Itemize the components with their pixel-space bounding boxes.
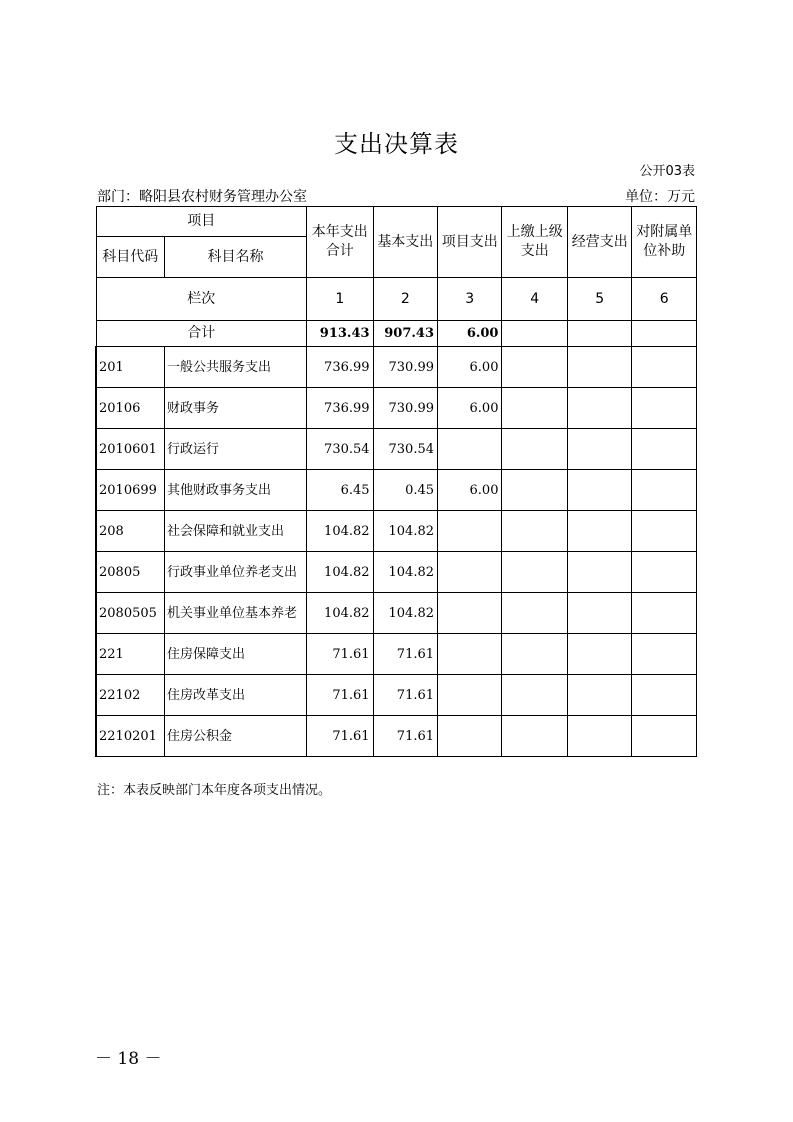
cell-total: 6.45 [307, 470, 373, 511]
cell-business [567, 552, 631, 593]
cell-upper [502, 511, 567, 552]
cell-code: 201 [96, 347, 165, 388]
cell-subsidy [632, 552, 697, 593]
cell-basic: 104.82 [373, 593, 437, 634]
header-row-1 [96, 207, 697, 237]
cell-code: 20805 [96, 552, 165, 593]
header-item: 项目 [96, 207, 307, 237]
table-row [96, 675, 697, 716]
cell-business [567, 593, 631, 634]
cell-name: 住房保障支出 [165, 634, 307, 675]
cell-total: 104.82 [307, 511, 373, 552]
expenditure-table [95, 206, 697, 757]
cell-subsidy [632, 716, 697, 757]
summary-upper [502, 321, 567, 347]
summary-subsidy [632, 321, 697, 347]
cell-name: 住房改革支出 [165, 675, 307, 716]
cell-project: 6.00 [438, 470, 502, 511]
header-business: 经营支出 [567, 207, 631, 278]
cell-total: 736.99 [307, 388, 373, 429]
cell-basic: 71.61 [373, 716, 437, 757]
cell-name: 机关事业单位基本养老 [165, 593, 307, 634]
cell-business [567, 470, 631, 511]
cell-project [438, 552, 502, 593]
form-code: 公开03表 [639, 164, 695, 179]
cell-project [438, 429, 502, 470]
table-row [96, 470, 697, 511]
table-row [96, 552, 697, 593]
unit-label: 单位：万元 [625, 189, 695, 205]
header-upper: 上缴上级支出 [502, 207, 567, 278]
department-label: 部门：略阳县农村财务管理办公室 [97, 189, 307, 205]
table-row [96, 716, 697, 757]
cell-subsidy [632, 593, 697, 634]
col-number: 6 [632, 278, 697, 321]
cell-business [567, 716, 631, 757]
cell-project: 6.00 [438, 388, 502, 429]
cell-basic: 104.82 [373, 511, 437, 552]
cell-basic: 730.54 [373, 429, 437, 470]
cell-subsidy [632, 675, 697, 716]
page-number: － 18 － [95, 1049, 162, 1069]
cell-subsidy [632, 634, 697, 675]
cell-code: 208 [96, 511, 165, 552]
cell-total: 730.54 [307, 429, 373, 470]
col-number: 3 [438, 278, 502, 321]
cell-total: 71.61 [307, 634, 373, 675]
table-row [96, 511, 697, 552]
cell-name: 行政运行 [165, 429, 307, 470]
cell-upper [502, 429, 567, 470]
table-row [96, 593, 697, 634]
cell-basic: 71.61 [373, 675, 437, 716]
cell-subsidy [632, 347, 697, 388]
summary-project: 6.00 [438, 321, 502, 347]
column-index-row [96, 278, 697, 321]
table-row [96, 388, 697, 429]
cell-project [438, 634, 502, 675]
cell-total: 71.61 [307, 716, 373, 757]
cell-upper [502, 470, 567, 511]
cell-code: 22102 [96, 675, 165, 716]
cell-basic: 730.99 [373, 388, 437, 429]
header-code: 科目代码 [96, 237, 165, 278]
cell-name: 社会保障和就业支出 [165, 511, 307, 552]
cell-upper [502, 552, 567, 593]
cell-subsidy [632, 511, 697, 552]
cell-subsidy [632, 388, 697, 429]
cell-business [567, 388, 631, 429]
cell-project [438, 593, 502, 634]
cell-code: 2010699 [96, 470, 165, 511]
cell-basic: 71.61 [373, 634, 437, 675]
cell-total: 71.61 [307, 675, 373, 716]
cell-name: 行政事业单位养老支出 [165, 552, 307, 593]
cell-business [567, 511, 631, 552]
header-name: 科目名称 [165, 237, 307, 278]
cell-name: 财政事务 [165, 388, 307, 429]
footnote: 注：本表反映部门本年度各项支出情况。 [97, 783, 332, 798]
cell-code: 2080505 [96, 593, 165, 634]
cell-project [438, 716, 502, 757]
cell-total: 736.99 [307, 347, 373, 388]
header-project: 项目支出 [438, 207, 502, 278]
cell-total: 104.82 [307, 552, 373, 593]
col-number: 5 [567, 278, 631, 321]
cell-upper [502, 675, 567, 716]
header-total: 本年支出合计 [307, 207, 373, 278]
cell-business [567, 347, 631, 388]
cell-business [567, 675, 631, 716]
cell-upper [502, 347, 567, 388]
cell-code: 2210201 [96, 716, 165, 757]
cell-upper [502, 388, 567, 429]
header-basic: 基本支出 [373, 207, 437, 278]
table-row [96, 429, 697, 470]
data-rows [96, 347, 697, 757]
cell-name: 一般公共服务支出 [165, 347, 307, 388]
cell-subsidy [632, 470, 697, 511]
table-row [96, 634, 697, 675]
col-number: 2 [373, 278, 437, 321]
cell-subsidy [632, 429, 697, 470]
header-subsidy: 对附属单位补助 [632, 207, 697, 278]
summary-row [96, 321, 697, 347]
cell-upper [502, 634, 567, 675]
cell-basic: 730.99 [373, 347, 437, 388]
cell-basic: 0.45 [373, 470, 437, 511]
cell-code: 20106 [96, 388, 165, 429]
cell-business [567, 429, 631, 470]
cell-name: 住房公积金 [165, 716, 307, 757]
summary-label: 合计 [96, 321, 307, 347]
cell-total: 104.82 [307, 593, 373, 634]
table-row [96, 347, 697, 388]
cell-code: 221 [96, 634, 165, 675]
column-index-label: 栏次 [96, 278, 307, 321]
col-number: 1 [307, 278, 373, 321]
cell-upper [502, 593, 567, 634]
summary-total: 913.43 [307, 321, 373, 347]
cell-business [567, 634, 631, 675]
cell-project [438, 511, 502, 552]
summary-business [567, 321, 631, 347]
cell-upper [502, 716, 567, 757]
cell-basic: 104.82 [373, 552, 437, 593]
page-title: 支出决算表 [334, 130, 459, 158]
summary-basic: 907.43 [373, 321, 437, 347]
col-number: 4 [502, 278, 567, 321]
cell-project [438, 675, 502, 716]
cell-project: 6.00 [438, 347, 502, 388]
cell-code: 2010601 [96, 429, 165, 470]
cell-name: 其他财政事务支出 [165, 470, 307, 511]
